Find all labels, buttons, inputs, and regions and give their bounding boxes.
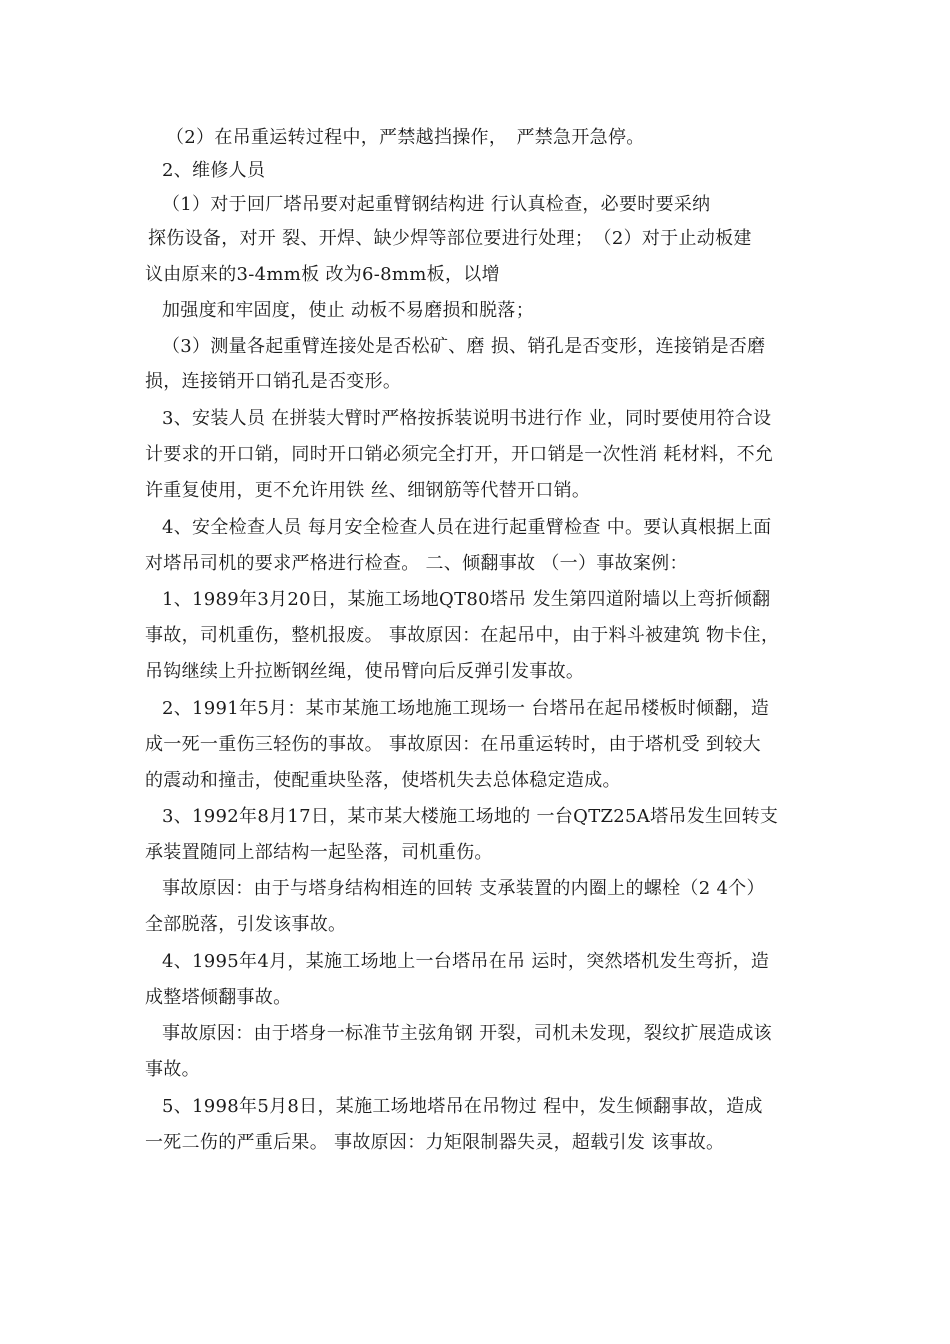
text-line: 的震动和撞击，使配重块坠落，使塔机失去总体稳定造成。	[145, 770, 621, 791]
text-line: （2）在吊重运转过程中，严禁越挡操作， 严禁急开急停。	[166, 127, 645, 148]
text-line: 事故，司机重伤，整机报废。 事故原因：在起吊中，由于料斗被建筑 物卡住，	[145, 625, 780, 646]
text-line: 成整塔倾翻事故。	[145, 987, 292, 1008]
text-line: 事故原因：由于与塔身结构相连的回转 支承装置的内圈上的螺栓（2 4个）	[162, 878, 765, 899]
text-line: 探伤设备，对开 裂、开焊、缺少焊等部位要进行处理； （2）对于止动板建	[148, 228, 752, 249]
text-line: （3）测量各起重臂连接处是否松矿、磨 损、销孔是否变形，连接销是否磨	[162, 336, 766, 357]
text-line: 议由原来的3-4mm板 改为6-8mm板，以增	[145, 264, 500, 285]
text-line: 承装置随同上部结构一起坠落，司机重伤。	[145, 842, 493, 863]
text-line: 4、安全检查人员 每月安全检查人员在进行起重臂检查 中。要认真根据上面	[162, 517, 772, 538]
text-line: 加强度和牢固度，使止 动板不易磨损和脱落；	[162, 300, 535, 321]
text-line: 事故原因：由于塔身一标准节主弦角钢 开裂，司机未发现，裂纹扩展造成该	[162, 1023, 772, 1044]
section-heading: 2、维修人员	[162, 160, 266, 181]
text-line: 计要求的开口销，同时开口销必须完全打开，开口销是一次性消 耗材料，不允	[145, 444, 774, 465]
text-line: 4、1995年4月，某施工场地上一台塔吊在吊 运时，突然塔机发生弯折，造	[162, 951, 770, 972]
text-line: 吊钩继续上升拉断钢丝绳，使吊臂向后反弹引发事故。	[145, 661, 585, 682]
text-line: 全部脱落，引发该事故。	[145, 914, 347, 935]
text-line: （1）对于回厂塔吊要对起重臂钢结构进 行认真检查，必要时要采纳	[162, 194, 711, 215]
text-line: 许重复使用，更不允许用铁 丝、细钢筋等代替开口销。	[145, 480, 591, 501]
text-line: 一死二伤的严重后果。 事故原因：力矩限制器失灵，超载引发 该事故。	[145, 1132, 725, 1153]
text-line: 5、1998年5月8日，某施工场地塔吊在吊物过 程中，发生倾翻事故，造成	[162, 1096, 763, 1117]
text-line: 3、安装人员 在拼装大臂时严格按拆装说明书进行作 业，同时要使用符合设	[162, 408, 772, 429]
text-line: 事故。	[145, 1059, 200, 1080]
text-line: 3、1992年8月17日，某市某大楼施工场地的 一台QTZ25A塔吊发生回转支	[162, 806, 779, 827]
text-line: 成一死一重伤三轻伤的事故。 事故原因：在吊重运转时，由于塔机受 到较大	[145, 734, 761, 755]
text-line: 1、1989年3月20日，某施工场地QT80塔吊 发生第四道附墙以上弯折倾翻	[162, 589, 771, 610]
text-line: 损，连接销开口销孔是否变形。	[145, 371, 402, 392]
text-line: 对塔吊司机的要求严格进行检查。 二、倾翻事故 （一）事故案例：	[145, 553, 688, 574]
text-line: 2、1991年5月：某市某施工场地施工现场一 台塔吊在起吊楼板时倾翻，造	[162, 698, 770, 719]
